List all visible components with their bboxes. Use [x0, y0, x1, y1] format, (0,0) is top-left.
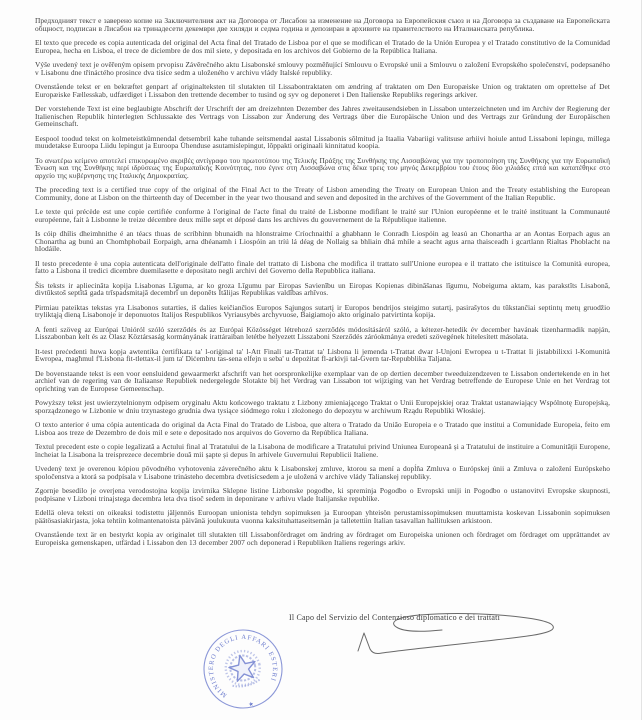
signature-block — [0, 608, 642, 720]
certification-paragraph-nl: De bovenstaande tekst is een voor eensluidend gewaarmerkt afschrift van het oorspronkelijke exemplaar van de op dertien december tweeduizendzeven te Lissabon ondertekende en in het archief van de regering van de Italiaanse Republiek nedergelegde Slotakte bij het Verdrag van Lissabon tot wijziging van het Verdrag betreffende de Europese Unie en het Verdrag tot oprichting van de Europese Gemeenschap. — [35, 368, 610, 393]
certification-paragraph-pt: O texto anterior é uma cópia autenticada do original da Acta Final do Tratado de Lisboa, que altera o Tratado da União Europeia e o Tratado que institui a Comunidade Europeia, feito em Lisboa aos treze de Dezembro de dois mil e sete e depositado nos arquivos do Governo da República Italiana. — [35, 420, 610, 437]
certification-paragraph-it: Il testo precedente è una copia autenticata dell'originale dell'atto finale del trattato di Lisbona che modifica il trattato sull'Unione europea e il trattato che istituisce la Comunità europea, fatto a Lisbona il tredici dicembre duemilasette e depositato negli archivi del Governo della Repubblica italiana. — [35, 258, 610, 276]
certification-paragraph-en: The preceding text is a certified true copy of the original of the Final Act to the Treaty of Lisbon amending the Treaty on European Union and the Treaty establishing the European Community, done at Lisbon on the thirteenth day of December in the year two thousand and seven and deposited in the archives of the Government of the Italian Republic. — [35, 185, 610, 202]
certification-paragraph-bg: Предходният текст е заверено копие на Заключителния акт на Договора от Лисабон за изменение на Договора за Европейския съюз и на Договора за създаване на Европейската общност, подписан в Лисабон на тринадесети декември две хиляди и седма година и депозиран в архивите на правителството на Италианската република. — [35, 16, 610, 33]
certification-paragraph-da: Ovenstående tekst er en bekræftet genpart af originalteksten til slutakten til Lissabontraktaten om ændring af traktaten om Den Europæiske Union og traktaten om oprettelse af Det Europæiske Fællesskab, udfærdiget i Lissabon den trettende december to tusind og syv og deponeret i Den Italienske Republiks regerings arkiver. — [35, 81, 610, 99]
certification-paragraph-lv: Šis teksts ir apliecināta kopija Lisabonas Līguma, ar ko groza Līgumu par Eiropas Savienību un Eiropas Kopienas dibināšanas līgumu, Nobeiguma aktam, kas parakstīts Lisabonā, divtūkstoš septītā gada trīspadsmitajā decembrī un deponēts Itālijas Republikas valdības arhīvos. — [35, 280, 610, 298]
signatory-title: Il Capo del Servizio del Contenzioso diplomatico e dei trattati — [289, 613, 500, 622]
certification-paragraph-et: Eespool toodud tekst on kolmeteistkümnendal detsembril kahe tuhande seitsmendal aastal Lissabonis sõlmitud ja Itaalia Vabariigi valitsuse arhiivi hoiule antud Lissaboni lepingu, millega muudetakse Euroopa Liidu lepingut ja Euroopa Ühenduse asutamislepingut, lõppakti originaali kinnitatud koopia. — [35, 133, 610, 151]
certification-paragraph-mt: It-test preċedenti huwa kopja awtentika ċertifikata ta' l-oriġinal ta' l-Att Finali tat-Trattat ta' Lisbona li jemenda t-Trattat dwar l-Unjoni Ewropea u t-Trattat li jistabbilixxi l-Komunità Ewropea, magħmul f'Lisbona fit-tlettax-il jum ta' Diċembru tas-sena elfejn u seba' u depożitat fl-arkivji tal-Gvern tar-Repubblika Taljana. — [35, 346, 610, 364]
certification-paragraph-es: El texto que precede es copia autenticada del original del Acta final del Tratado de Lisboa por el que se modifican el Tratado de la Unión Europea y el Tratado constitutivo de la Comunidad Europea, hecha en Lisboa, el trece de diciembre de dos mil siete, y depositada en los archivos del Gobierno de la República Italiana. — [35, 37, 610, 55]
certification-paragraph-ga: Is cóip dhílis dheimhnithe é an téacs thuas de scríbhinn bhunaidh na hIonstraime Críochnaithí a ghabhann le Conradh Liospóin ag leasú an Chonartha ar an Aontas Eorpach agus an Chonartha ag bunú an Chomhphobail Eorpaigh, arna dhéanamh i Liospóin an tríú lá déag de Nollaig sa bhliain dhá mhíle a seacht agus arna thaisceadh i gcartlann Rialtas Phoblacht na hIodáile. — [35, 229, 610, 254]
certification-paragraph-cs: Výše uvedený text je ověřeným opisem prvopisu Závěrečného aktu Lisabonské smlouvy pozměňující Smlouvu o Evropské unii a Smlouvu o založení Evropského společenství, podepsaného v Lisabonu dne třináctého prosince dva tisíce sedm a uloženého v archivu vlády Italské republiky. — [35, 59, 610, 77]
certification-paragraph-sk: Uvedený text je overenou kópiou pôvodného vyhotovenia záverečného aktu k Lisabonskej zmluve, ktorou sa mení a dopĺňa Zmluva o Európskej únii a Zmluva o založení Európskeho spoločenstva a ktorá sa podpísala v Lisabone trinásteho decembra dvetisícsedem a je uložená v archíve vlády Talianskej republiky. — [35, 464, 610, 481]
seal-ring-text: MINISTERO DEGLI AFFARI ESTERI — [207, 633, 279, 699]
state-emblem-icon — [222, 648, 263, 690]
ministry-seal — [193, 617, 293, 717]
certification-paragraph-el: Το ανωτέρω κείμενο αποτελεί επικυρωμένο ακριβές αντίγραφο του πρωτοτύπου της Τελικής Πράξης της Συνθήκης της Λισσαβώνας για την τροποποίηση της Συνθήκης για την Ευρωπαϊκή Ένωση και της Συνθήκης περί ιδρύσεως της Ευρωπαϊκής Κοινότητας, που έγινε στη Λισσαβώνα στις δέκα τρεις του μηνός Δεκεμβρίου του έτους δύο χιλιάδες επτά και κατατέθηκε στο αρχείο της κυβέρνησης της Ιταλικής Δημοκρατίας. — [35, 155, 610, 180]
certification-paragraph-de: Der vorstehende Text ist eine beglaubigte Abschrift der Urschrift der am dreizehnten Dezember des Jahres zweitausendsieben in Lissabon unterzeichneten und im Archiv der Regierung der Italienischen Republik hinterlegten Schlussakte des Vertrags von Lissabon zur Änderung des Vertrags über die Europäische Union und des Vertrags zur Gründung der Europäischen Gemeinschaft. — [35, 103, 610, 129]
certification-paragraph-ro: Textul precedent este o copie legalizată a Actului final al Tratatului de la Lisabona de modificare a Tratatului privind Uniunea Europeană și a Tratatului de instituire a Comunității Europene, încheiat la Lisabona la treisprezece decembrie două mii șapte și depus în arhivele Guvernului Republicii Italiene. — [35, 442, 610, 459]
certification-paragraph-sl: Zgornje besedilo je overjena verodostojna kopija izvirnika Sklepne listine Lizbonske pogodbe, ki spreminja Pogodbo o Evropski uniji in Pogodbo o ustanovitvi Evropske skupnosti, podpisane v Lizboni trinajstega decembra leta dva tisoč sedem in deponirane v arhivu vlade Italijanske republike. — [35, 486, 610, 503]
seal-graphic — [196, 622, 290, 717]
handwritten-signature — [350, 610, 565, 665]
certification-paragraph-pl: Powyższy tekst jest uwierzytelnionym odpisem oryginału Aktu końcowego traktatu z Lizbony zmieniającego Traktat o Unii Europejskiej oraz Traktat ustanawiający Wspólnotę Europejską, sporządzonego w Lizbonie w dniu trzynastego grudnia dwa tysiące siódmego roku i złożonego do depozytu w archiwum Rządu Republiki Włoskiej. — [35, 398, 610, 415]
seal-separator-star-icon: ★ — [248, 701, 255, 709]
certification-paragraph-sv: Ovanstående text är en bestyrkt kopia av originalet till slutakten till Lissabonfördraget om ändring av fördraget om Europeiska unionen och fördraget om fördraget om upprättandet av Europeiska gemenskapen, utfärdad i Lissabon den 13 december 2007 och deponerad i Republiken Italiens regerings arkiv. — [35, 530, 610, 547]
certification-paragraph-lt: Pirmiau pateiktas tekstas yra Lisabonos sutarties, iš dalies keičiančios Europos Sąjungos sutartį ir Europos bendrijos steigimo sutartį, pasirašytos du tūkstančiai septintų metų gruodžio tryliktąją dieną Lisabonoje ir deponuotos Italijos Respublikos Vyriausybės archyvuose, Baigiamojo akto originalo patvirtinta kopija. — [35, 302, 610, 320]
certification-paragraph-hu: A fenti szöveg az Európai Unióról szóló szerződés és az Európai Közösséget létrehozó szerződés módosításáról szóló, a kétezer-hetedik év december havának tizenharmadik napján, Lisszabonban kelt és az Olasz Köztársaság kormányának irattáraiban letétbe helyezett Lisszaboni Szerződés záróokmánya eredeti szövegének hitelesített másolata. — [35, 324, 610, 342]
certification-paragraph-fi: Edellä oleva teksti on oikeaksi todistettu jäljennös Euroopan unionista tehdyn sopimuksen ja Euroopan yhteisön perustamissopimuksen muuttamista koskevan Lissabonin sopimuksen päätösasiakirjasta, joka tehtiin kolmantenatoista päivänä joulukuuta vuonna kaksituhattaseitsemän ja talletettiin Italian tasavallan hallituksen arkistoon. — [35, 508, 610, 525]
certification-paragraph-fr: Le texte qui précède est une copie certifiée conforme à l'original de l'acte final du traité de Lisbonne modifiant le traité sur l'Union européenne et le traité instituant la Communauté européenne, fait à Lisbonne le treize décembre deux mille sept et déposé dans les archives du gouvernement de la République italienne. — [35, 207, 610, 224]
